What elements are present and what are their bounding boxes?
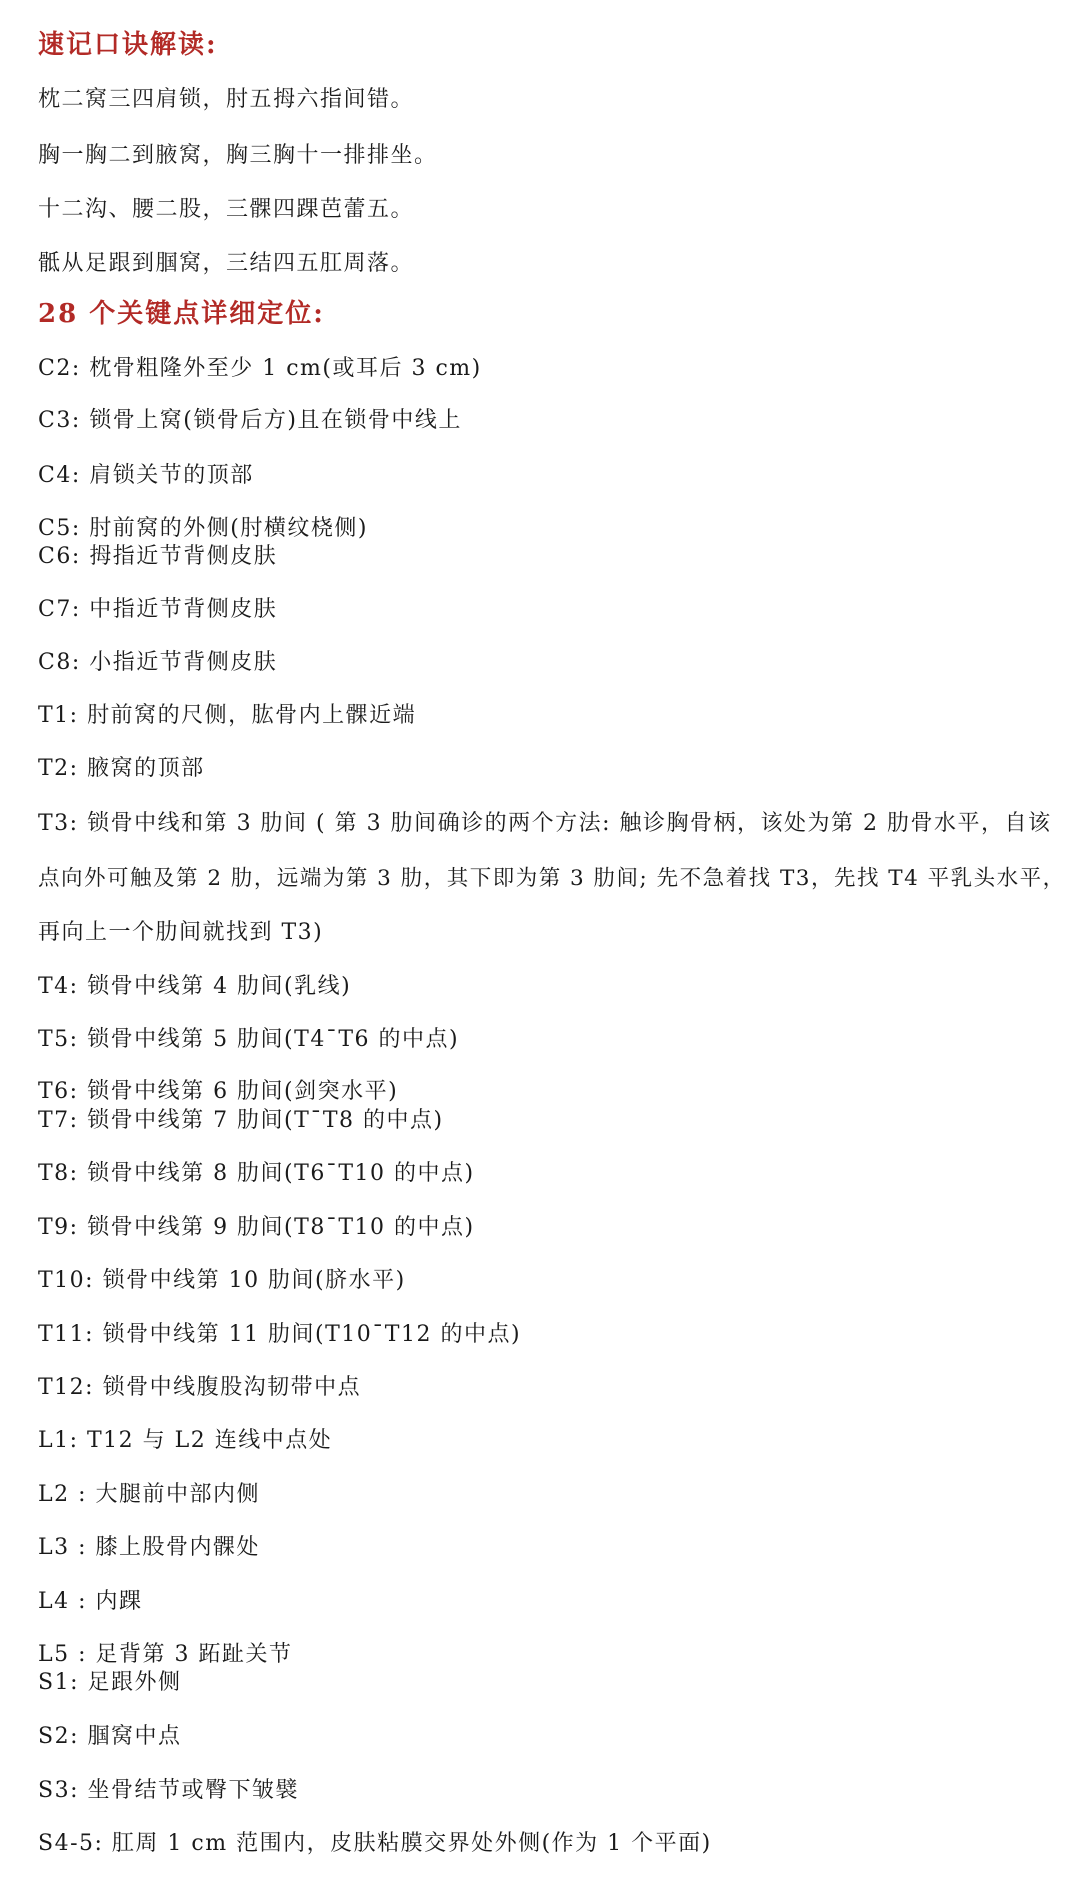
keypoint-line: L4 : 内踝 bbox=[38, 1589, 143, 1614]
keypoint-line: T12: 锁骨中线腹股沟韧带中点 bbox=[38, 1375, 362, 1400]
heading-keypoints: 28 个关键点详细定位: bbox=[38, 299, 325, 329]
keypoint-line: C7: 中指近节背侧皮肤 bbox=[38, 597, 278, 622]
keypoint-line: T8: 锁骨中线第 8 肋间(T6¯T10 的中点) bbox=[38, 1161, 475, 1186]
keypoint-line: T9: 锁骨中线第 9 肋间(T8¯T10 的中点) bbox=[38, 1215, 475, 1240]
verse-line: 十二沟、腰二股，三髁四踝芭蕾五。 bbox=[38, 197, 415, 222]
keypoint-line: C3: 锁骨上窝(锁骨后方)且在锁骨中线上 bbox=[38, 408, 462, 433]
keypoint-line: L2 : 大腿前中部内侧 bbox=[38, 1482, 261, 1507]
keypoint-line: T10: 锁骨中线第 10 肋间(脐水平) bbox=[38, 1268, 406, 1293]
keypoint-line: C4: 肩锁关节的顶部 bbox=[38, 463, 254, 488]
keypoint-line: L5 : 足背第 3 跖趾关节 bbox=[38, 1642, 293, 1667]
verse-line: 胸一胸二到腋窝，胸三胸十一排排坐。 bbox=[38, 143, 438, 168]
keypoint-line: S4-5: 肛周 1 cm 范围内，皮肤粘膜交界处外侧(作为 1 个平面) bbox=[38, 1831, 712, 1856]
keypoint-line: T7: 锁骨中线第 7 肋间(T¯T8 的中点) bbox=[38, 1108, 444, 1133]
keypoint-line: S2: 腘窝中点 bbox=[38, 1724, 182, 1749]
keypoint-line: T2: 腋窝的顶部 bbox=[38, 756, 205, 781]
keypoint-line: T4: 锁骨中线第 4 肋间(乳线) bbox=[38, 974, 352, 999]
keypoint-line: L1: T12 与 L2 连线中点处 bbox=[38, 1428, 333, 1453]
keypoint-line: C6: 拇指近节背侧皮肤 bbox=[38, 544, 278, 569]
keypoint-line: C2: 枕骨粗隆外至少 1 cm(或耳后 3 cm) bbox=[38, 356, 482, 381]
keypoint-line: S3: 坐骨结节或臀下皱襞 bbox=[38, 1778, 299, 1803]
verse-line: 枕二窝三四肩锁，肘五拇六指间错。 bbox=[38, 87, 415, 112]
keypoint-line: T11: 锁骨中线第 11 肋间(T10¯T12 的中点) bbox=[38, 1322, 522, 1347]
keypoint-line: C8: 小指近节背侧皮肤 bbox=[38, 650, 278, 675]
verse-line: 骶从足跟到腘窝，三结四五肛周落。 bbox=[38, 251, 415, 276]
keypoint-line: T5: 锁骨中线第 5 肋间(T4¯T6 的中点) bbox=[38, 1027, 460, 1052]
heading-mnemonic: 速记口诀解读: bbox=[38, 30, 218, 60]
keypoint-line: L3 : 膝上股骨内髁处 bbox=[38, 1535, 261, 1560]
keypoint-line: 再向上一个肋间就找到 T3) bbox=[38, 920, 324, 945]
keypoint-line: C5: 肘前窝的外侧(肘横纹桡侧) bbox=[38, 516, 368, 541]
keypoint-line: T1: 肘前窝的尺侧，肱骨内上髁近端 bbox=[38, 703, 417, 728]
keypoint-line: T3: 锁骨中线和第 3 肋间 ( 第 3 肋间确诊的两个方法: 触诊胸骨柄，该处为第 2 肋骨水平，自该 bbox=[38, 811, 1052, 836]
keypoint-line: S1: 足跟外侧 bbox=[38, 1670, 182, 1695]
keypoint-line: T6: 锁骨中线第 6 肋间(剑突水平) bbox=[38, 1079, 399, 1104]
keypoint-line: 点向外可触及第 2 肋，远端为第 3 肋，其下即为第 3 肋间; 先不急着找 T3，先找 T4 平乳头水平， bbox=[38, 866, 1066, 891]
